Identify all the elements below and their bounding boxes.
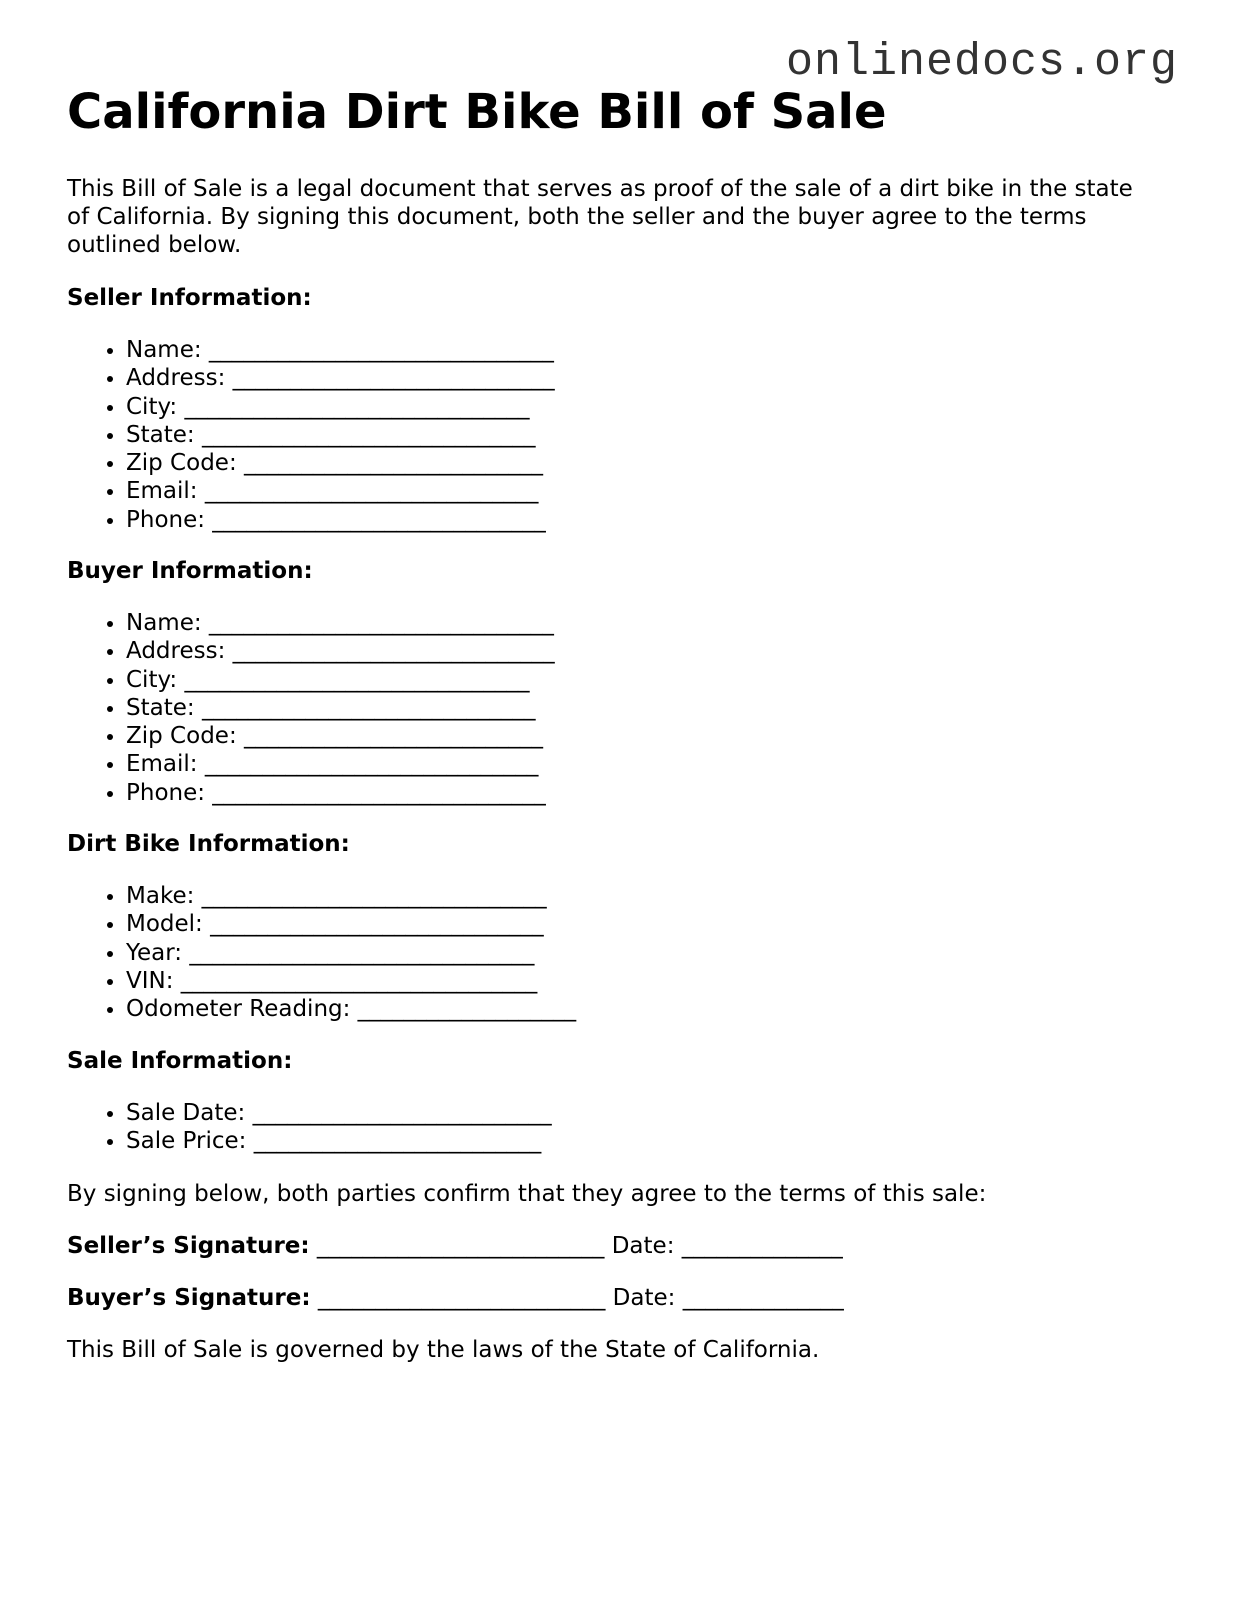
buyer-signature-row[interactable] — [67, 1284, 844, 1312]
bike-vin-field[interactable]: • VIN: _______________________________ — [126, 967, 576, 995]
seller-signature-row[interactable] — [67, 1232, 843, 1260]
buyer-signature-label: Buyer’s Signature: — [67, 1285, 311, 1311]
governing-law-paragraph: This Bill of Sale is governed by the laws of the State of California. — [67, 1337, 820, 1363]
buyer-email-field[interactable]: • Email: _____________________________ — [126, 750, 555, 778]
seller-name-field[interactable]: • Name: ______________________________ — [126, 336, 555, 364]
bike-section-heading: Dirt Bike Information: — [67, 831, 350, 857]
buyer-state-field[interactable]: • State: _____________________________ — [126, 694, 555, 722]
confirm-paragraph: By signing below, both parties confirm that they agree to the terms of this sale: — [67, 1181, 987, 1207]
buyer-address-field[interactable]: • Address: ____________________________ — [126, 637, 555, 665]
bike-odometer-field[interactable]: • Odometer Reading: ___________________ — [126, 995, 576, 1023]
seller-signature-label: Seller’s Signature: — [67, 1233, 310, 1259]
seller-address-field[interactable]: • Address: ____________________________ — [126, 364, 555, 392]
buyer-phone-field[interactable]: • Phone: _____________________________ — [126, 779, 555, 807]
sale-section-heading: Sale Information: — [67, 1048, 293, 1074]
bike-year-field[interactable]: • Year: ______________________________ — [126, 939, 576, 967]
watermark: onlinedocs.org — [785, 37, 1178, 88]
buyer-signature-field[interactable]: _________________________ Date: ______________ — [310, 1285, 844, 1311]
bike-make-field[interactable]: • Make: ______________________________ — [126, 882, 576, 910]
sale-price-field[interactable]: • Sale Price: _________________________ — [126, 1127, 552, 1155]
seller-email-field[interactable]: • Email: _____________________________ — [126, 477, 555, 505]
seller-signature-field[interactable]: _________________________ Date: ______________ — [309, 1233, 843, 1259]
seller-field-list — [67, 336, 555, 534]
seller-phone-field[interactable]: • Phone: _____________________________ — [126, 506, 555, 534]
buyer-section-heading: Buyer Information: — [67, 558, 313, 584]
buyer-field-list — [67, 609, 555, 807]
bike-model-field[interactable]: • Model: _____________________________ — [126, 910, 576, 938]
buyer-city-field[interactable]: • City: ______________________________ — [126, 666, 555, 694]
buyer-name-field[interactable]: • Name: ______________________________ — [126, 609, 555, 637]
seller-zip-field[interactable]: • Zip Code: __________________________ — [126, 449, 555, 477]
buyer-zip-field[interactable]: • Zip Code: __________________________ — [126, 722, 555, 750]
seller-state-field[interactable]: • State: _____________________________ — [126, 421, 555, 449]
page-title: California Dirt Bike Bill of Sale — [67, 84, 887, 140]
sale-field-list — [67, 1099, 552, 1156]
seller-city-field[interactable]: • City: ______________________________ — [126, 393, 555, 421]
bike-field-list — [67, 882, 576, 1023]
seller-section-heading: Seller Information: — [67, 285, 312, 311]
sale-date-field[interactable]: • Sale Date: __________________________ — [126, 1099, 552, 1127]
intro-paragraph: This Bill of Sale is a legal document that serves as proof of the sale of a dirt bike in the state of California. By signing this document, both the seller and the buyer agree to the terms outlined below. — [67, 176, 1133, 258]
